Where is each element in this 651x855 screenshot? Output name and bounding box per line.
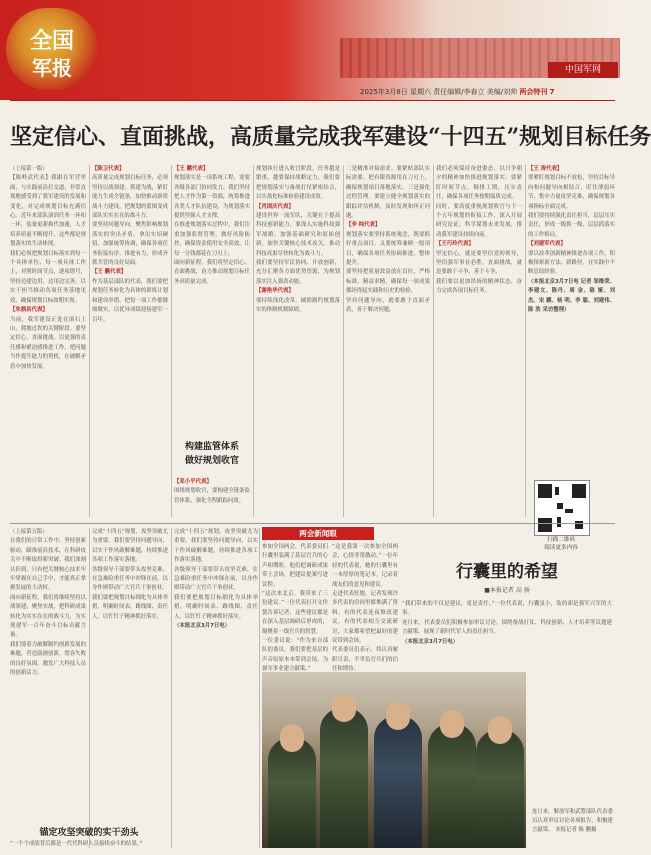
two-sessions-logo [6,8,98,90]
paragraph: 要持续深化改革，破除制约规划落实的体制机制障碍。 [256,297,340,314]
paragraph: 在推进规划落实过程中，我们注重加强监督管理，做好风险防控，确保资金使用安全高效，让每一分钱都花在刀刃上。 [174,222,250,257]
speaker-label: 【邓小平代表】 [174,479,212,485]
paragraph: 我们要以更加昂扬的精神状态，奋力完成各项目标任务。 [436,278,522,295]
section-banner: 两会新闻眼 [262,527,374,540]
column-divider [171,528,172,848]
proofreader: 美编/刘帅 [486,88,518,96]
paragraph: 坚定信心，就是要坚信党的领导，坚信强军事业必胜。直面挑战，就是要敢于斗争、善于斗争。 [436,250,522,276]
column-divider [433,165,434,517]
bottom-column-4 [332,543,398,673]
paragraph: 二是精准对接需求。要紧贴部队实际需要，把有限资源用在刀刃上，确保规划项目落地落实。三是强化过程管理。要建立健全规划落实的跟踪评估机制，及时发现和纠正问题。 [346,166,430,220]
feature-byline: ■本报记者 高 扬 [484,587,530,594]
paragraph: 要以改革创新精神推进各项工作，积极探索新方法、新路径，在实践中不断总结经验。 [528,250,615,276]
paragraph: 参加全国两会，代表委员们行囊里装满了基层官兵的心声和期盼。他们把调研成果带上会场，把建议提案写进议程。 [262,544,328,588]
paragraph: 建设世界一流军队，关键在于提高科技创新能力。要深入实施科技强军战略，加强基础研究和原始创新，加快关键核心技术攻关，推动科技成果尽快转化为战斗力。 [256,213,340,257]
paragraph: 走进代表驻地，记者发现许多代表的房间里都堆满了资料。有的代表连夜修改建议，有的代表相互交流研讨，大家都希望把最好的建议带到会场。 [332,591,398,645]
paragraph: “这次来北京，我带来了三份建议。”一位代表打开文件袋告诉记者，这些建议都是在深入基层调研后形成的，凝聚着一线官兵的智慧。 [262,591,328,635]
paragraph: 我们要持续强化责任担当，层层压实责任，形成一级抓一级、层层抓落实的工作格局。 [528,213,615,238]
paragraph: 我们要着力破解制约创新发展的难题，营造鼓励创新、宽容失败的良好氛围，激发广大科技人员的创新活力。 [10,641,86,677]
bottom-column-3 [262,543,328,673]
paragraph: 我们必须保持奋进姿态，以只争朝夕的精神加快推进规划落实。要紧盯时间节点，倒排工期，压实责任，确保各项任务按期保质完成。 [436,166,522,201]
paragraph: 各级领导干部要带头攻坚克难，在急难险重任务中冲锋在前，以身作则带动广大官兵干事创业。 [92,566,168,592]
paragraph: 各级领导干部要带头攻坚克难，在急难险重任务中冲锋在前，以身作则带动广大官兵干事创业。 [174,566,258,592]
section-name: 两会特刊 [519,88,548,96]
masthead [0,0,625,100]
paragraph: 规划落实是一项系统工程，需要各级各部门协同发力。我们坚持把人才作为第一资源，统筹推进各类人才队伍建设，为规划落实提供坚强人才支撑。 [174,175,250,220]
masthead-rule [10,100,615,101]
column-divider [525,165,526,517]
reporter-note: （本报北京3月7日电 记者 邹维荣、李建文、陈丹、周 金、陈 娅、刘 杰、宋 鹏、杨 明、李 聪、刘建伟、陈 浩 采访整理） [528,278,615,314]
bottom-column-2 [174,528,258,848]
subhead-title: 构建监管体系 做好规划收官 [184,442,239,466]
paragraph: 完成“十四五”规划，攻坚突破尤为重要。我们要坚持问题导向，以实干作风破解难题，持续推进各项工作落实落地。 [174,529,258,564]
paragraph: 要紧盯规划目标不放松，坚持目标导向和问题导向相结合，盯住薄弱环节，集中力量攻坚克难，确保规划各项指标全面完成。 [528,175,615,210]
bottom-subtitle: 锚定攻坚突破的实干劲头 [39,828,139,838]
dateline-note: （上接第五版） [10,529,48,535]
weekday: 星期六 [409,88,431,96]
speaker-label: 【陈卫代表】 [92,166,125,172]
paragraph: 同时，要高度重视规划收官与下一个五年规划的衔接工作，深入开展研究论证，科学谋划未来发展，推动我军建设持续向前。 [436,203,522,238]
speaker-label: 【肖国庆代表】 [256,203,294,210]
section-divider [10,523,615,524]
dateline [360,86,620,98]
page-number: 7 [549,88,555,96]
logo-line1: 全国 [29,28,74,54]
column-divider [89,528,90,848]
paragraph: 一位委员说：“作为来自部队的委员，我们要把基层的声音原原本本带到会场，为强军事业建言献策。” [262,638,328,673]
column-divider [89,165,90,517]
logo-line2: 军报 [32,56,72,80]
paragraph: 完成“十四五”规划，攻坚突破尤为重要。我们要坚持问题导向，以实干作风破解难题，持续推进各项工作落实落地。 [92,529,168,564]
issue-date: 2025年3月8日 [360,88,408,96]
speaker-label: 【李 纯代表】 [346,222,381,229]
paragraph: 规划落实要坚持系统观念，既要抓好重点项目，又要统筹兼顾一般项目，确保各项任务协调推进、整体提升。 [346,231,430,267]
top-column-3 [174,165,250,435]
reporter-note: （本报北京3月7日电） [174,623,231,630]
speaker-label: 【王 鹏代表】 [92,269,127,276]
paragraph: “我们带来的不仅是建议，更是责任。”一位代表说，行囊虽小，装的却是强军兴军的大事。 [402,601,612,617]
paragraph: 代表委员们表示，将认真履职尽责，不辜负官兵们的信任和期待。 [332,647,398,673]
paragraph: 要坚持问题导向，聚焦影响规划落实的突出矛盾，拿出实招硬招，加强统筹协调，确保各项任务衔接有序、推进有力，形成齐抓共管的良好局面。 [92,222,168,267]
speaker-label: 【王 涛代表】 [528,166,563,172]
headline: 坚定信心、直面挑战，高质量完成我军建设“十四五”规划目标任务 [10,124,651,150]
top-column-7 [528,165,615,475]
top-column-3-cont [174,478,250,518]
paragraph: 作为基层部队的代表，我们要把规划任务转化为具体的训练计划和建设举措，把每一项工作都做细做实，以优异成绩迎接建军一百年。 [92,278,168,323]
paragraph: 连日来，代表委员们积极参加审议讨论，围绕备战打仗、科技创新、人才培养等议题建言献策，展现了新时代军人的责任担当。 [402,619,612,636]
paragraph: 面向新征程，我们将坚定信心、直面挑战，奋力推动规划目标任务高质量完成。 [174,260,250,285]
paragraph: 当前，我军建设正处在滚石上山、爬坡过坎的关键阶段。要坚定信心、直面挑战，以更强的责任感和紧迫感推进工作，把问题当作提升能力的契机，在破解矛盾中加快发展。 [10,316,86,370]
feature-title: 行囊里的希望 [456,562,558,582]
photo-caption: 连日来，解放军和武警部队代表委员认真审议讨论各项报告，积极建言献策。 本报记者 陈 鹏摄 [532,809,613,833]
paragraph: 我们必须把规划目标落实到每一个具体单位、每一项具体工作上，对照时间节点，逐项销号，坚持边建边用、边用边完善，以实干担当推动各项任务落地见效，确保规划目标如期实现。 [10,250,86,304]
special-edition-tag: 中国军网 [548,62,618,78]
speaker-label: 【刘建军代表】 [528,241,566,248]
paragraph: 在我们的日常工作中，坚持创新驱动，瞄准前沿技术，在科研攻关中不断取得新突破。我们深刻认识到，只有把关键核心技术牢牢掌握在自己手中，才能真正掌握发展的主动权。 [10,538,86,592]
column-divider [259,528,260,848]
top-column-6 [436,165,522,517]
paragraph: 我们要把规划目标细化为具体举措，明确时间表、路线图、责任人，以钉钉子精神抓好落实。 [92,594,168,620]
paragraph: 要坚持把质量效益放在首位，严格标准，精益求精，确保每一项成果都经得起实践和历史的检验。 [346,269,430,295]
editor: 责任编辑/李春立 [433,88,485,96]
top-column-4 [256,165,340,517]
qr-code[interactable] [534,480,590,536]
subtitle-lead [10,840,168,852]
speaker-label: 【王 鹏代表】 [174,166,209,172]
paragraph: 我们要坚持军民协同、开放创新，充分汇聚各方面优势资源，为规划落实注入强劲动能。 [256,260,340,285]
qr-caption: 扫描二维码 阅读更多内容 [544,537,578,551]
paragraph: 我们要把规划目标细化为具体举措，明确时间表、路线图、责任人，以钉钉子精神抓好落实。 [174,594,258,620]
speaker-label: 【谢艳华代表】 [256,288,294,295]
bottom-column-1b [92,528,168,828]
paragraph: “一个个成绩背后都是一代代科研人员接续奋斗的结果。” [10,841,143,847]
bottom-column-1 [10,528,86,848]
speaker-label: 【朱鼎昌代表】 [10,307,48,314]
paragraph: 坚持问题导向，就要敢于直面矛盾，善于解决问题。 [346,297,430,314]
bottom-column-5 [402,600,612,668]
column-divider [253,165,254,517]
top-column-5 [346,165,430,517]
speaker-label: 【王巧玲代表】 [436,241,474,248]
paragraph: 规划执行进入收官阶段，任务越是繁重，越要保持战略定力。我们要把规划落实与备战打仗紧密结合，以实战化标准检验建设成效。 [256,166,340,201]
reporter-note: （本报北京3月7日电） [402,638,459,645]
news-photo [262,672,526,848]
column-divider [343,165,344,517]
paragraph: 面向新征程，我们将继续坚持以战领建、聚焦实战，把科研成果转化为实实在在的战斗力，为实现建军一百年奋斗目标贡献力量。 [10,594,86,639]
top-column-1 [10,165,86,517]
column-divider [171,165,172,517]
paragraph: “这是我第一次参加全国两会，心情非常激动。”一位年轻的代表说，她的行囊里有一本厚厚的笔记本，记录着战友们的意见和建议。 [332,544,398,588]
top-column-2 [92,165,168,517]
paragraph: 高质量完成规划目标任务，必须坚持以战领建、抓建为战，紧盯能力生成全链条，加快推动新质战斗力建设，把规划的蓝图变成部队实实在在的战斗力。 [92,175,168,220]
dateline-note: （上接第一版） [10,166,48,172]
paragraph: 【陈岭武代表】我跟在军营里面，与实践前沿打交道，非常直观地感受到了我军建设的发展和变化，对完成规划目标充满信心。近年来部队演训任务一环扣一环，装备更新换代加速，人才培养质量不断提升，这些都是规划落实的生动体现。 [10,175,86,248]
paragraph: 围绕规划收官，要构建全链条监管体系，强化全程跟踪问效。 [174,488,250,504]
